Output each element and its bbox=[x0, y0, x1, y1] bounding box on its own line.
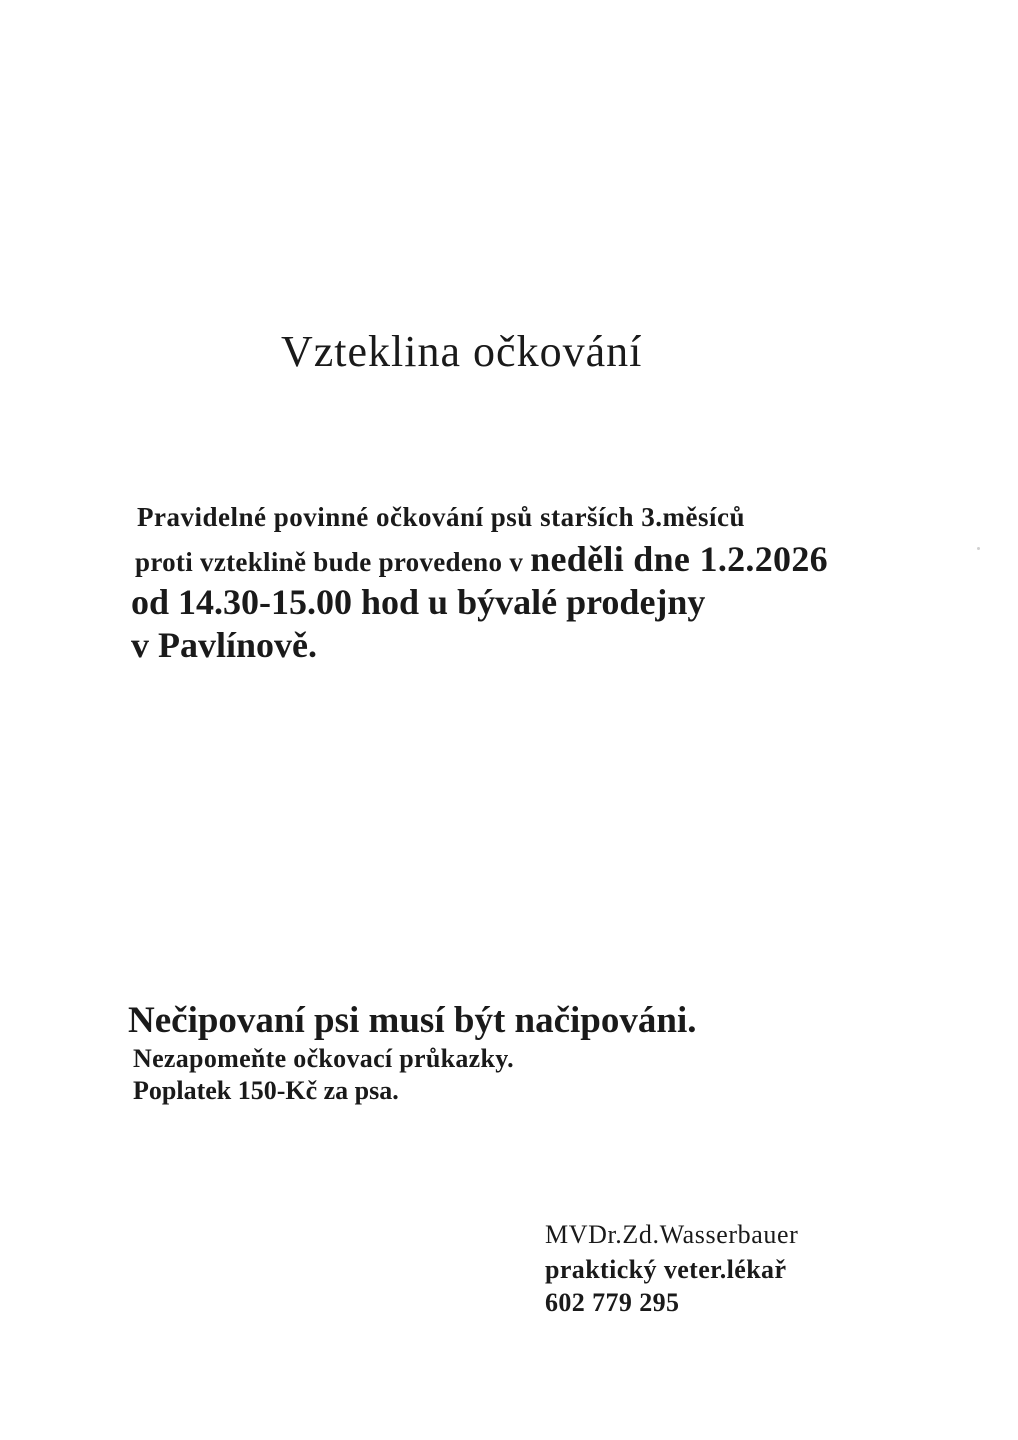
announcement-date: neděli dne 1.2.2026 bbox=[530, 539, 828, 579]
fee-text: Poplatek 150-Kč za psa. bbox=[133, 1076, 399, 1105]
announcement-line-1: Pravidelné povinné očkování psů starších 3.měsíců bbox=[137, 502, 746, 532]
signature-name: MVDr.Zd.Wasserbauer bbox=[545, 1220, 799, 1249]
signature-role: praktický veter.lékař bbox=[545, 1255, 787, 1284]
announcement-location: v Pavlínově. bbox=[131, 625, 317, 665]
announcement-line-2-prefix: proti vzteklině bude provedeno v bbox=[135, 547, 531, 577]
signature-phone: 602 779 295 bbox=[545, 1288, 680, 1317]
announcement-time-place: od 14.30-15.00 hod u bývalé prodejny bbox=[131, 582, 706, 622]
reminder-text: Nezapomeňte očkovací průkazky. bbox=[133, 1044, 514, 1073]
announcement-line-2 bbox=[135, 541, 828, 577]
page-title: Vzteklina očkování bbox=[281, 327, 643, 376]
scan-speck bbox=[977, 547, 980, 550]
chip-notice: Nečipovaní psi musí být načipováni. bbox=[128, 1000, 697, 1041]
